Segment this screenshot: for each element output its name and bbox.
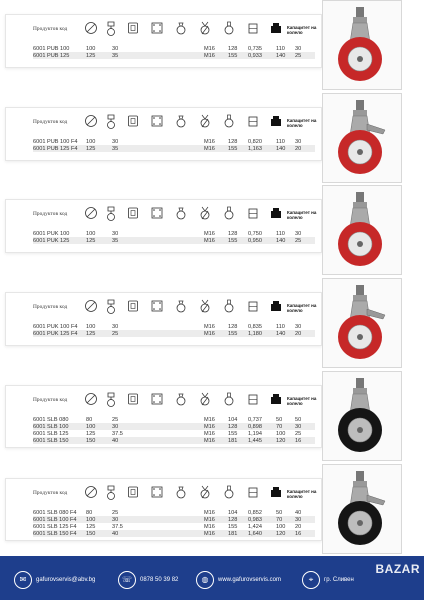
product-code-label: Продуктов код — [33, 211, 68, 217]
cell-l: 100 — [276, 430, 286, 437]
cell-d: 100 — [86, 323, 96, 330]
cell-d: 125 — [86, 237, 96, 244]
cell-t: M16 — [204, 530, 215, 537]
phone-icon: ☏ — [118, 571, 136, 589]
table-row — [33, 138, 315, 145]
brake-icon — [198, 390, 212, 408]
table-row — [33, 416, 315, 423]
swivel-icon — [174, 390, 188, 408]
phone-contact[interactable] — [118, 574, 178, 586]
cell-l: 140 — [276, 237, 286, 244]
plate-icon — [150, 204, 164, 222]
cell-h: 35 — [112, 145, 119, 152]
cell-h: 35 — [112, 52, 119, 59]
table-row — [33, 145, 315, 152]
email-contact[interactable] — [14, 574, 95, 586]
tread-icon — [246, 483, 260, 501]
web-text: www.gafurovservis.com — [218, 577, 282, 583]
cell-t: M16 — [204, 509, 215, 516]
cell-cap: 30 — [295, 230, 302, 237]
contact-footer — [0, 556, 424, 600]
cell-l: 120 — [276, 530, 286, 537]
cell-d: 100 — [86, 423, 96, 430]
cell-cap: 16 — [295, 437, 302, 444]
cell-w: 0,835 — [248, 323, 262, 330]
cell-l: 110 — [276, 45, 285, 52]
cell-h2: 155 — [228, 52, 238, 59]
cell-h2: 181 — [228, 437, 238, 444]
cell-h2: 128 — [228, 516, 238, 523]
cell-w: 1,424 — [248, 523, 262, 530]
cell-t: M16 — [204, 523, 215, 530]
cell-l: 140 — [276, 145, 286, 152]
height-icon — [104, 19, 118, 37]
plate-icon — [150, 19, 164, 37]
cell-h: 37.5 — [112, 430, 123, 437]
cell-h: 30 — [112, 45, 119, 52]
cell-h: 30 — [112, 138, 119, 145]
cell-name: 6001 SLB 125 — [33, 430, 69, 437]
cell-d: 125 — [86, 52, 96, 59]
caster-wheel-photo — [322, 93, 402, 183]
cell-t: M16 — [204, 516, 215, 523]
cell-w: 1,194 — [248, 430, 262, 437]
height-icon — [104, 112, 118, 130]
cell-h2: 128 — [228, 423, 238, 430]
capacity-label: Капацитет на колело — [287, 396, 317, 406]
caster-wheel-photo — [322, 185, 402, 275]
product-code-label: Продуктов код — [33, 119, 68, 125]
table-row — [33, 437, 315, 444]
plate-icon — [150, 112, 164, 130]
cell-w: 1,640 — [248, 530, 262, 537]
cell-cap: 30 — [295, 516, 302, 523]
diameter-icon — [84, 204, 98, 222]
cell-l: 110 — [276, 230, 285, 237]
cell-cap: 30 — [295, 138, 302, 145]
globe-icon: ◍ — [196, 571, 214, 589]
bolt-icon — [222, 112, 236, 130]
plate-icon — [150, 297, 164, 315]
watermark-logo: BAZAR — [375, 562, 420, 576]
cell-name: 6001 SLB 100 — [33, 423, 69, 430]
cell-d: 100 — [86, 45, 96, 52]
cell-w: 0,735 — [248, 45, 262, 52]
height-icon — [104, 483, 118, 501]
swivel-icon — [174, 19, 188, 37]
cell-name: 6001 PUK 125 — [33, 237, 70, 244]
table-row — [33, 323, 315, 330]
cell-t: M16 — [204, 430, 215, 437]
table-row — [33, 230, 315, 237]
cell-name: 6001 SLB 150 — [33, 437, 69, 444]
cell-h2: 128 — [228, 230, 238, 237]
swivel-icon — [174, 204, 188, 222]
cell-cap: 25 — [295, 430, 302, 437]
cell-h: 30 — [112, 423, 119, 430]
product-code-label: Продуктов код — [33, 397, 68, 403]
mount-plate-icon — [126, 204, 140, 222]
cell-w: 1,445 — [248, 437, 262, 444]
tread-icon — [246, 19, 260, 37]
cell-d: 80 — [86, 416, 93, 423]
swivel-icon — [174, 297, 188, 315]
product-code-label: Продуктов код — [33, 26, 68, 32]
cell-l: 70 — [276, 423, 283, 430]
brake-icon — [198, 19, 212, 37]
product-code-label: Продуктов код — [33, 490, 68, 496]
bolt-icon — [222, 390, 236, 408]
bolt-icon — [222, 19, 236, 37]
cell-h2: 155 — [228, 523, 238, 530]
weight-icon — [270, 300, 282, 312]
tread-icon — [246, 204, 260, 222]
table-row — [33, 52, 315, 59]
cell-t: M16 — [204, 138, 215, 145]
cell-t: M16 — [204, 330, 215, 337]
cell-name: 6001 PUK 125 F4 — [33, 330, 78, 337]
cell-w: 1,163 — [248, 145, 262, 152]
cell-h: 25 — [112, 416, 119, 423]
cell-d: 125 — [86, 330, 96, 337]
cell-d: 100 — [86, 138, 96, 145]
cell-cap: 30 — [295, 323, 302, 330]
mount-plate-icon — [126, 483, 140, 501]
cell-h: 30 — [112, 230, 119, 237]
caster-wheel-photo — [322, 278, 402, 368]
cell-d: 100 — [86, 230, 96, 237]
cell-name: 6001 PUK 100 — [33, 230, 70, 237]
plate-icon — [150, 483, 164, 501]
capacity-label: Капацитет на колело — [287, 25, 317, 35]
cell-h: 40 — [112, 530, 119, 537]
weight-icon — [270, 207, 282, 219]
cell-t: M16 — [204, 237, 215, 244]
web-contact[interactable] — [196, 574, 281, 586]
cell-h: 35 — [112, 237, 119, 244]
cell-h2: 128 — [228, 323, 238, 330]
cell-h2: 104 — [228, 416, 238, 423]
cell-h2: 155 — [228, 145, 238, 152]
brake-icon — [198, 297, 212, 315]
weight-icon — [270, 486, 282, 498]
capacity-label: Капацитет на колело — [287, 303, 317, 313]
cell-cap: 25 — [295, 52, 302, 59]
tread-icon — [246, 112, 260, 130]
cell-cap: 40 — [295, 509, 302, 516]
cell-name: 6001 PUB 100 — [33, 45, 70, 52]
cell-name: 6001 SLB 100 F4 — [33, 516, 77, 523]
cell-cap: 30 — [295, 423, 302, 430]
cell-d: 80 — [86, 509, 93, 516]
cell-h2: 128 — [228, 138, 238, 145]
cell-t: M16 — [204, 416, 215, 423]
cell-w: 0,983 — [248, 516, 262, 523]
bolt-icon — [222, 204, 236, 222]
cell-d: 125 — [86, 523, 96, 530]
weight-icon — [270, 393, 282, 405]
cell-cap: 30 — [295, 45, 302, 52]
cell-l: 120 — [276, 437, 286, 444]
bolt-icon — [222, 483, 236, 501]
cell-cap: 20 — [295, 330, 302, 337]
cell-w: 0,852 — [248, 509, 262, 516]
mount-plate-icon — [126, 390, 140, 408]
cell-cap: 50 — [295, 416, 302, 423]
table-row — [33, 330, 315, 337]
capacity-label: Капацитет на колело — [287, 489, 317, 499]
cell-h2: 155 — [228, 330, 238, 337]
table-row — [33, 516, 315, 523]
cell-h: 25 — [112, 509, 119, 516]
capacity-label: Капацитет на колело — [287, 118, 317, 128]
diameter-icon — [84, 112, 98, 130]
table-row — [33, 423, 315, 430]
cell-t: M16 — [204, 423, 215, 430]
capacity-label: Капацитет на колело — [287, 210, 317, 220]
table-row — [33, 45, 315, 52]
cell-name: 6001 SLB 125 F4 — [33, 523, 77, 530]
cell-name: 6001 SLB 150 F4 — [33, 530, 77, 537]
cell-h2: 181 — [228, 530, 238, 537]
cell-t: M16 — [204, 323, 215, 330]
cell-name: 6001 SLB 080 — [33, 416, 69, 423]
cell-l: 140 — [276, 52, 286, 59]
bolt-icon — [222, 297, 236, 315]
cell-l: 50 — [276, 509, 283, 516]
mount-plate-icon — [126, 297, 140, 315]
email-text: gafurovservis@abv.bg — [36, 577, 96, 583]
cell-h2: 155 — [228, 237, 238, 244]
mount-plate-icon — [126, 112, 140, 130]
cell-cap: 20 — [295, 145, 302, 152]
diameter-icon — [84, 390, 98, 408]
table-row — [33, 509, 315, 516]
mount-plate-icon — [126, 19, 140, 37]
cell-t: M16 — [204, 230, 215, 237]
cell-t: M16 — [204, 145, 215, 152]
product-code-label: Продуктов код — [33, 304, 68, 310]
height-icon — [104, 390, 118, 408]
table-row — [33, 523, 315, 530]
cell-name: 6001 SLB 080 F4 — [33, 509, 77, 516]
cell-w: 0,750 — [248, 230, 262, 237]
cell-w: 0,820 — [248, 138, 262, 145]
cell-t: M16 — [204, 45, 215, 52]
brake-icon — [198, 483, 212, 501]
weight-icon — [270, 115, 282, 127]
cell-h: 30 — [112, 323, 119, 330]
caster-wheel-photo — [322, 0, 402, 90]
cell-l: 110 — [276, 323, 285, 330]
tread-icon — [246, 297, 260, 315]
brake-icon — [198, 112, 212, 130]
table-row — [33, 430, 315, 437]
cell-name: 6001 PUK 100 F4 — [33, 323, 78, 330]
phone-text: 0878 50 39 82 — [140, 577, 179, 583]
cell-cap: 20 — [295, 523, 302, 530]
diameter-icon — [84, 483, 98, 501]
cell-t: M16 — [204, 437, 215, 444]
tread-icon — [246, 390, 260, 408]
cell-w: 0,950 — [248, 237, 262, 244]
cell-l: 50 — [276, 416, 283, 423]
height-icon — [104, 297, 118, 315]
cell-h: 40 — [112, 437, 119, 444]
cell-h: 25 — [112, 330, 119, 337]
cell-d: 150 — [86, 530, 96, 537]
cell-w: 1,180 — [248, 330, 262, 337]
cell-l: 70 — [276, 516, 283, 523]
cell-cap: 25 — [295, 237, 302, 244]
cell-d: 125 — [86, 430, 96, 437]
cell-name: 6001 PUB 100 F4 — [33, 138, 78, 145]
cell-d: 150 — [86, 437, 96, 444]
cell-h: 37.5 — [112, 523, 123, 530]
cell-name: 6001 PUB 125 F4 — [33, 145, 78, 152]
cell-l: 110 — [276, 138, 285, 145]
cell-d: 100 — [86, 516, 96, 523]
swivel-icon — [174, 483, 188, 501]
table-row — [33, 530, 315, 537]
city-text: гр. Сливен — [324, 577, 354, 583]
table-row — [33, 237, 315, 244]
cell-h: 30 — [112, 516, 119, 523]
cell-h2: 155 — [228, 430, 238, 437]
email-icon: ✉ — [14, 571, 32, 589]
cell-t: M16 — [204, 52, 215, 59]
caster-wheel-photo — [322, 464, 402, 554]
weight-icon — [270, 22, 282, 34]
cell-w: 0,737 — [248, 416, 262, 423]
cell-cap: 16 — [295, 530, 302, 537]
swivel-icon — [174, 112, 188, 130]
cell-l: 140 — [276, 330, 286, 337]
cell-h2: 104 — [228, 509, 238, 516]
cell-l: 100 — [276, 523, 286, 530]
diameter-icon — [84, 297, 98, 315]
brake-icon — [198, 204, 212, 222]
diameter-icon — [84, 19, 98, 37]
plate-icon — [150, 390, 164, 408]
cell-w: 0,933 — [248, 52, 262, 59]
cell-name: 6001 PUB 125 — [33, 52, 70, 59]
cell-h2: 128 — [228, 45, 238, 52]
location-icon: ⌖ — [302, 571, 320, 589]
city-contact — [302, 574, 354, 586]
caster-wheel-photo — [322, 371, 402, 461]
height-icon — [104, 204, 118, 222]
cell-d: 125 — [86, 145, 96, 152]
cell-w: 0,898 — [248, 423, 262, 430]
